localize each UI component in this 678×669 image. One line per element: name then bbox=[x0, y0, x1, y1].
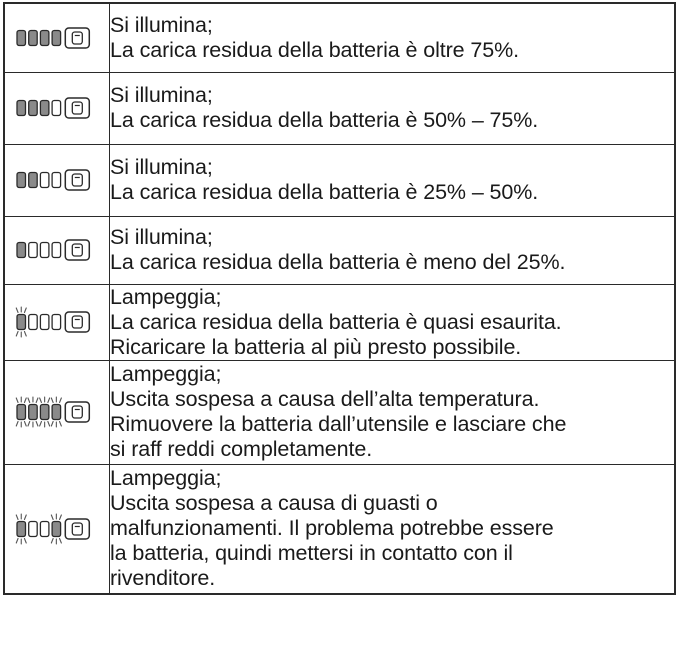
description-cell bbox=[110, 72, 676, 144]
status-label: Si illumina; bbox=[110, 12, 213, 37]
gauge-segment-unlit bbox=[52, 243, 61, 258]
description-line: malfunzionamenti. Il problema potrebbe essere bbox=[110, 516, 554, 541]
gauge-segment-lit bbox=[29, 30, 38, 45]
gauge-segment-unlit bbox=[29, 243, 38, 258]
status-label: Lampeggia; bbox=[110, 466, 222, 491]
status-label: Lampeggia; bbox=[110, 362, 222, 386]
battery-gauge-four-lit-icon bbox=[4, 3, 110, 72]
description-line: La carica residua della batteria è quasi esaurita. bbox=[110, 309, 562, 334]
check-button-icon bbox=[65, 519, 89, 539]
gauge-svg bbox=[11, 228, 103, 272]
description-line: rivenditore. bbox=[110, 566, 216, 591]
gauge-segment-unlit bbox=[40, 173, 49, 188]
gauge-segment-unlit bbox=[40, 521, 49, 536]
gauge-segment-unlit bbox=[52, 315, 61, 330]
table-row bbox=[4, 72, 675, 144]
gauge-segment-unlit bbox=[52, 101, 61, 116]
gauge-segment-lit bbox=[40, 101, 49, 116]
table-row bbox=[4, 360, 675, 464]
description-line: La carica residua della batteria è 50% – 75%. bbox=[110, 108, 539, 132]
gauge-svg bbox=[11, 158, 103, 202]
gauge-segment-unlit bbox=[29, 315, 38, 330]
gauge-segment-lit bbox=[29, 405, 38, 420]
check-button-icon bbox=[65, 312, 89, 332]
check-button-icon bbox=[65, 170, 89, 190]
gauge-svg bbox=[11, 300, 103, 344]
gauge-segment-lit bbox=[40, 30, 49, 45]
gauge-segment-unlit bbox=[52, 173, 61, 188]
description-cell bbox=[110, 464, 676, 594]
gauge-segment-lit bbox=[17, 243, 26, 258]
check-button-icon bbox=[65, 402, 89, 422]
check-button-icon bbox=[65, 240, 89, 260]
check-button-icon bbox=[65, 28, 89, 48]
table-body bbox=[4, 3, 675, 594]
description-line: Uscita sospesa a causa di guasti o bbox=[110, 491, 438, 516]
gauge-segment-lit bbox=[17, 405, 26, 420]
gauge-segment-lit bbox=[52, 405, 61, 420]
description-line: La carica residua della batteria è oltre 75%. bbox=[110, 37, 520, 62]
description-cell bbox=[110, 284, 676, 360]
gauge-segment-lit bbox=[52, 30, 61, 45]
gauge-segment-lit bbox=[40, 405, 49, 420]
gauge-segment-lit bbox=[17, 521, 26, 536]
gauge-segment-lit bbox=[52, 521, 61, 536]
description-line: Ricaricare la batteria al più presto possibile. bbox=[110, 334, 522, 359]
gauge-segment-lit bbox=[17, 173, 26, 188]
battery-gauge-first-blinking-icon bbox=[4, 284, 110, 360]
description-line: Uscita sospesa a causa dell’alta temperatura. bbox=[110, 387, 540, 411]
status-label: Si illumina; bbox=[110, 83, 213, 107]
battery-gauge-all-blinking-icon bbox=[4, 360, 110, 464]
battery-gauge-first-last-blinking-icon bbox=[4, 464, 110, 594]
gauge-segment-lit bbox=[17, 30, 26, 45]
gauge-segment-lit bbox=[17, 315, 26, 330]
gauge-segment-lit bbox=[29, 173, 38, 188]
description-cell bbox=[110, 3, 676, 72]
table-row bbox=[4, 3, 675, 72]
gauge-segment-lit bbox=[17, 101, 26, 116]
gauge-svg bbox=[11, 86, 103, 130]
description-cell bbox=[110, 216, 676, 284]
table-row bbox=[4, 144, 675, 216]
gauge-svg bbox=[11, 507, 103, 551]
gauge-segment-unlit bbox=[29, 521, 38, 536]
status-label: Si illumina; bbox=[110, 225, 213, 249]
description-cell bbox=[110, 144, 676, 216]
battery-gauge-two-lit-icon bbox=[4, 144, 110, 216]
gauge-segment-lit bbox=[29, 101, 38, 116]
table-row bbox=[4, 216, 675, 284]
description-line: La carica residua della batteria è 25% – 50%. bbox=[110, 180, 539, 204]
table-row bbox=[4, 464, 675, 594]
gauge-segment-unlit bbox=[40, 243, 49, 258]
status-label: Lampeggia; bbox=[110, 284, 222, 309]
battery-gauge-one-lit-icon bbox=[4, 216, 110, 284]
description-line: si raff reddi completamente. bbox=[110, 437, 373, 461]
check-button-icon bbox=[65, 98, 89, 118]
gauge-segment-unlit bbox=[40, 315, 49, 330]
battery-gauge-three-lit-icon bbox=[4, 72, 110, 144]
description-line: Rimuovere la batteria dall’utensile e lasciare che bbox=[110, 412, 567, 436]
status-label: Si illumina; bbox=[110, 155, 213, 179]
table-row bbox=[4, 284, 675, 360]
gauge-svg bbox=[11, 16, 103, 60]
description-cell bbox=[110, 360, 676, 464]
description-line: La carica residua della batteria è meno del 25%. bbox=[110, 250, 566, 274]
gauge-svg bbox=[11, 390, 103, 434]
description-line: la batteria, quindi mettersi in contatto con il bbox=[110, 541, 513, 566]
battery-indicator-table bbox=[3, 2, 676, 595]
